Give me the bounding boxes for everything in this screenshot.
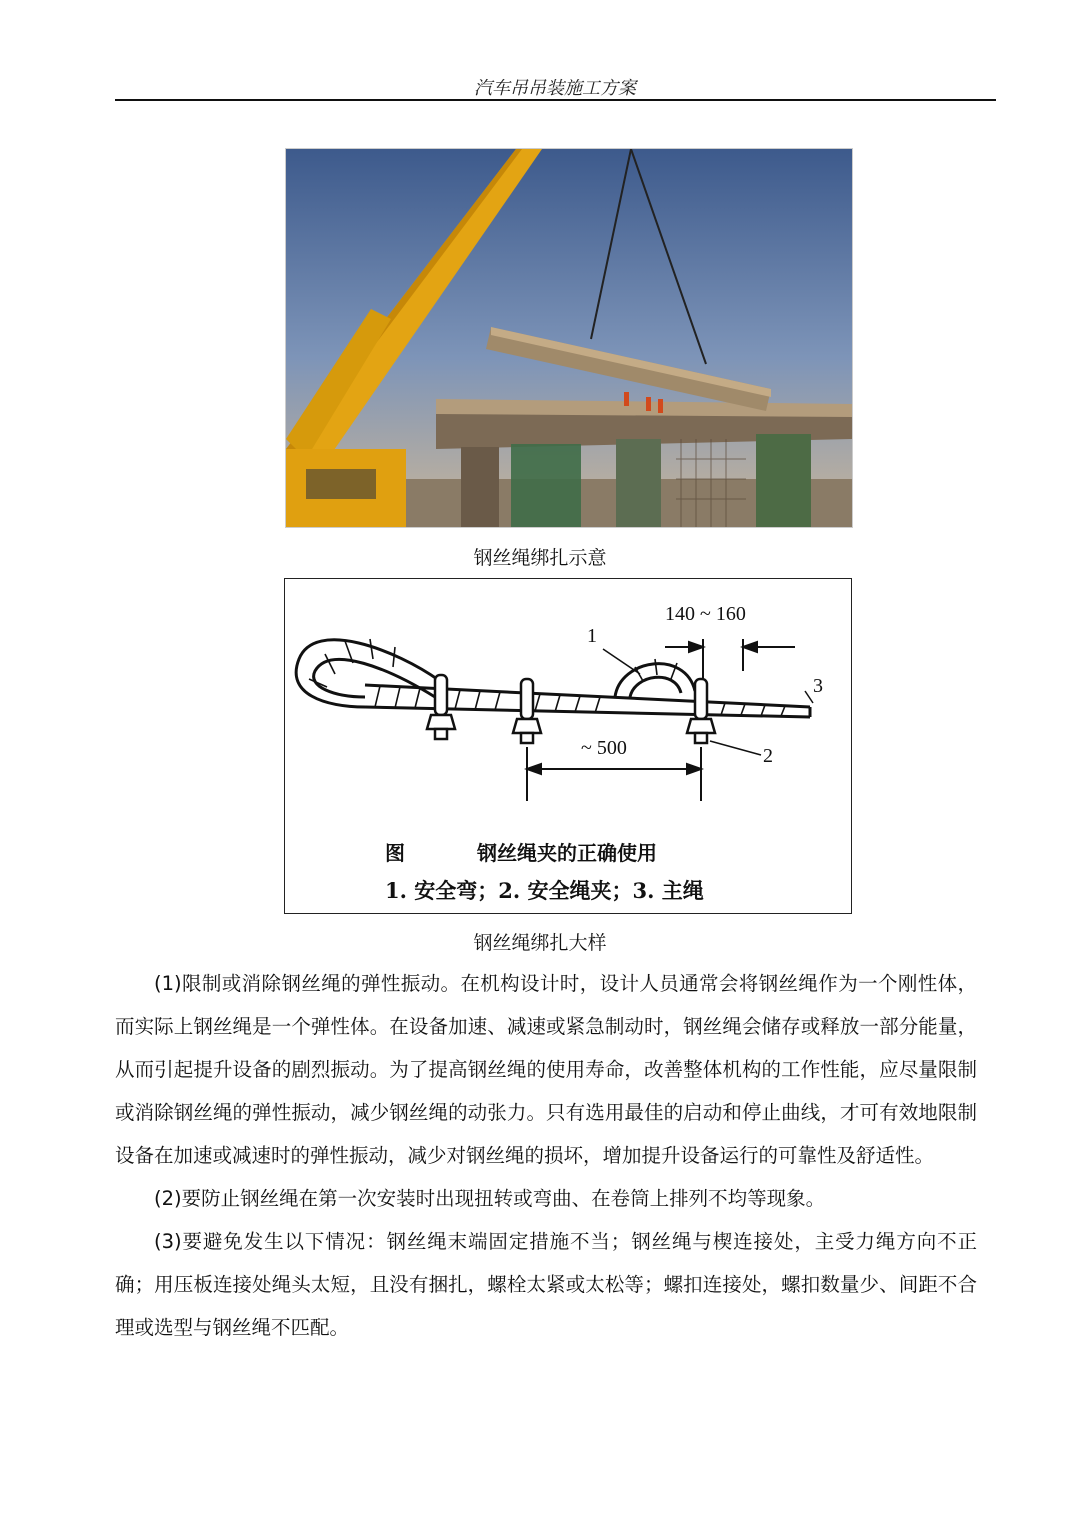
header-divider [115, 99, 996, 101]
figure1-caption: 钢丝绳绑扎示意 [473, 547, 607, 569]
paragraph-3: (3)要避免发生以下情况：钢丝绳末端固定措施不当；钢丝绳与楔连接处，主受力绳方向不正确；用压板连接处绳头太短，且没有捆扎，螺栓太紧或太松等；螺扣连接处，螺扣数量少、间距不合理或选型与钢丝绳不匹配。 [115, 1230, 977, 1339]
diagram-title-prefix: 图 [385, 841, 405, 865]
label-2: 2 [763, 745, 773, 767]
body-text [115, 962, 977, 1349]
figure2-caption: 钢丝绳绑扎大样 [473, 932, 607, 954]
dimension-top-label: 140 ~ 160 [665, 603, 746, 625]
diagram-title-text: 钢丝绳夹的正确使用 [477, 841, 657, 865]
page-header-title: 汽车吊吊装施工方案 [474, 78, 636, 99]
paragraph-2: (2)要防止钢丝绳在第一次安装时出现扭转或弯曲、在卷筒上排列不均等现象。 [154, 1187, 826, 1210]
wire-rope-clip-diagram [284, 578, 852, 914]
paragraph-1: (1)限制或消除钢丝绳的弹性振动。在机构设计时，设计人员通常会将钢丝绳作为一个刚性体，而实际上钢丝绳是一个弹性体。在设备加速、减速或紧急制动时，钢丝绳会储存或释放一部分能量，从而引起提升设备的剧烈振动。为了提高钢丝绳的使用寿命，改善整体机构的工作性能，应尽量限制或消除钢丝绳的弹性振动，减少钢丝绳的动张力。只有选用最佳的启动和停止曲线，才可有效地限制设备在加速或减速时的弹性振动，减少对钢丝绳的损坏，增加提升设备运行的可靠性及舒适性。 [115, 972, 977, 1167]
diagram-legend: 1. 安全弯；2. 安全绳夹；3. 主绳 [385, 878, 704, 903]
label-1: 1 [587, 625, 597, 647]
crane-lifting-photo [285, 148, 853, 528]
label-3: 3 [813, 675, 823, 697]
dimension-bottom-label: ~ 500 [581, 737, 627, 759]
diagram-title [385, 837, 657, 866]
